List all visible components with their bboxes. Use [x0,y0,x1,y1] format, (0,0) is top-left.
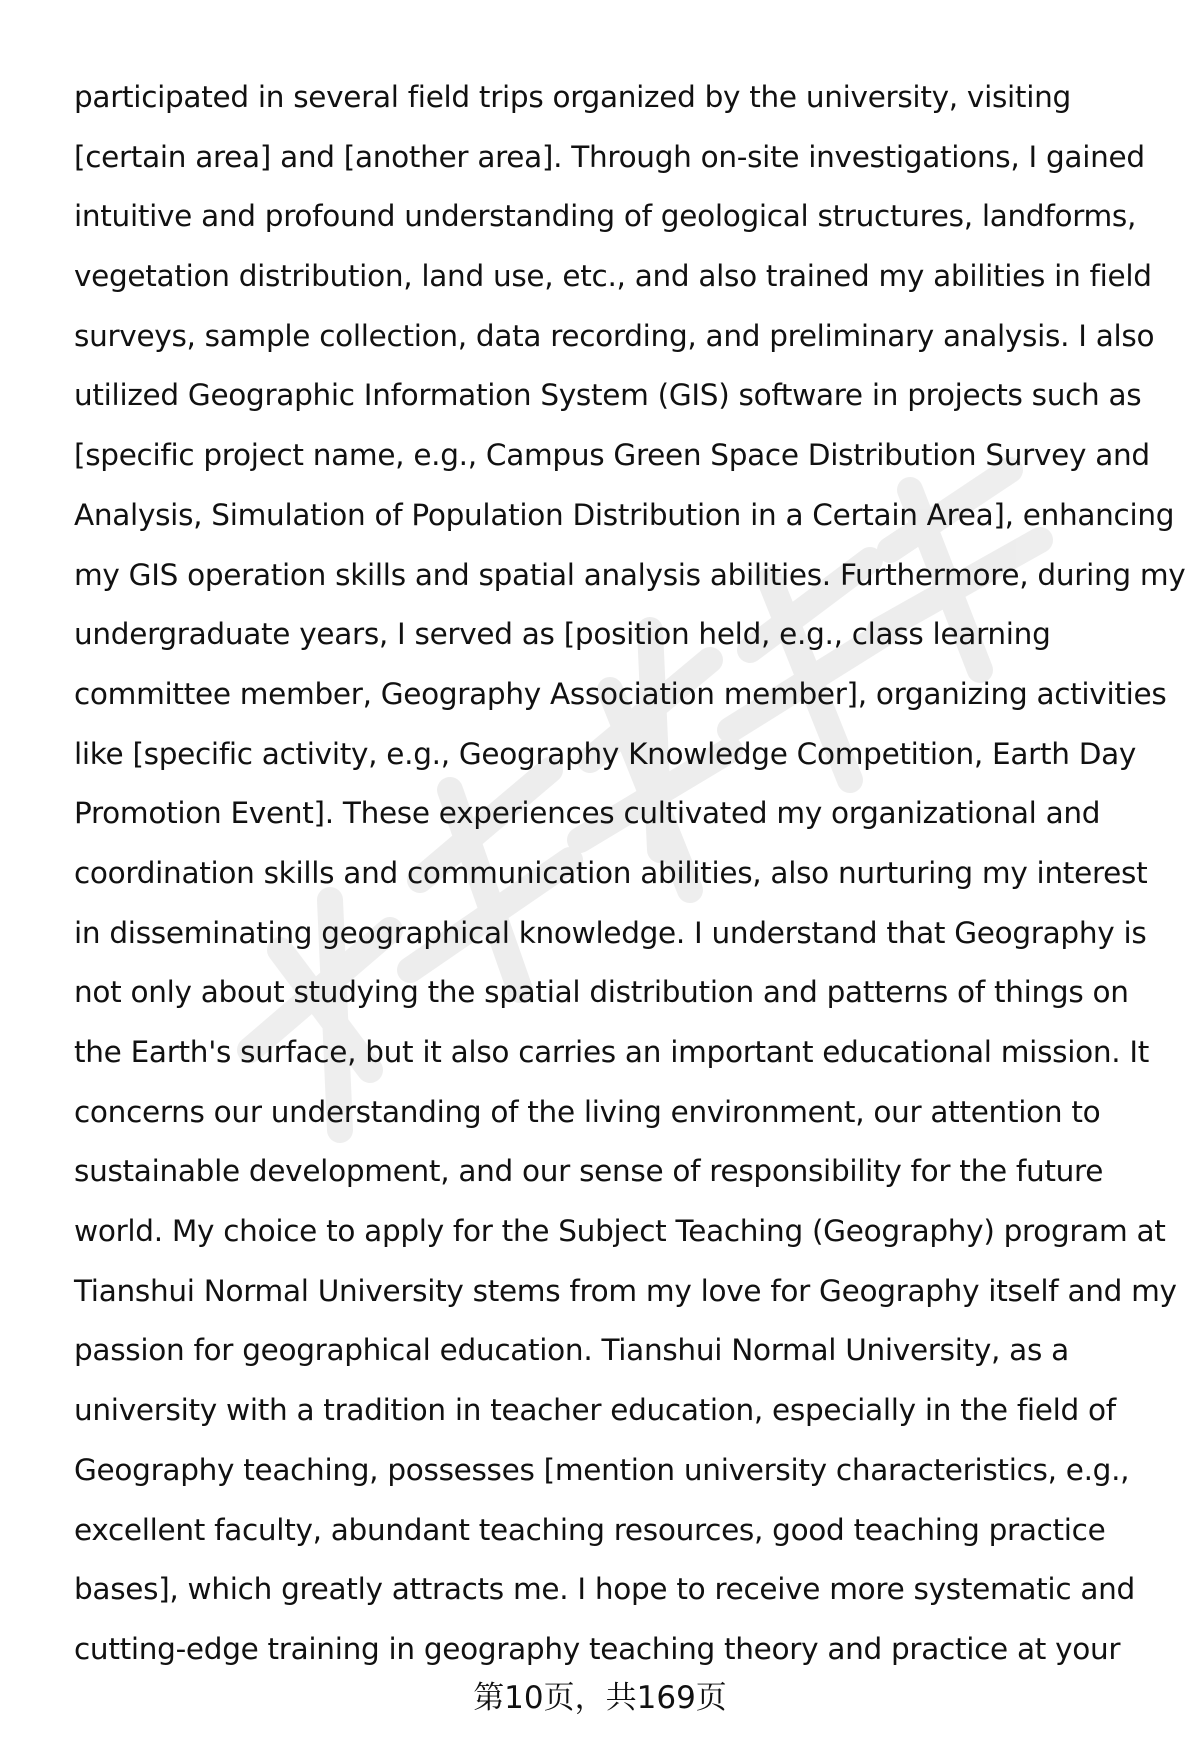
text-line: [specific project name, e.g., Campus Green Space Distribution Survey and [74,438,1150,473]
text-line: participated in several field trips organized by the university, visiting [74,80,1071,114]
text-line: committee member, Geography Association member], organizing activities [74,676,1167,711]
text-line: intuitive and profound understanding of geological structures, landforms, [74,199,1137,234]
text-line: Geography teaching, possesses [mention university characteristics, e.g., [74,1452,1130,1487]
text-line: the Earth's surface, but it also carries an important educational mission. It [74,1035,1150,1069]
text-line: university with a tradition in teacher education, especially in the field of [74,1393,1116,1428]
text-line: [certain area] and [another area]. Through on-site investigations, I gained [74,139,1145,174]
text-line: vegetation distribution, land use, etc., and also trained my abilities in field [74,259,1152,294]
text-line: in disseminating geographical knowledge. I understand that Geography is [74,915,1147,950]
text-line: my GIS operation skills and spatial analysis abilities. Furthermore, during my [74,557,1186,592]
document-body [74,68,1186,1680]
text-line: cutting-edge training in geography teaching theory and practice at your [74,1631,1121,1666]
text-line: coordination skills and communication abilities, also nurturing my interest [74,855,1148,890]
text-line: surveys, sample collection, data recording, and preliminary analysis. I also [74,318,1155,353]
text-line: Tianshui Normal University stems from my love for Geography itself and my [74,1273,1177,1308]
text-line: like [specific activity, e.g., Geography Knowledge Competition, Earth Day [74,736,1137,771]
text-line: world. My choice to apply for the Subject Teaching (Geography) program at [74,1214,1166,1249]
text-line: sustainable development, and our sense of responsibility for the future [74,1154,1104,1189]
text-line: utilized Geographic Information System (GIS) software in projects such as [74,378,1142,413]
text-line: bases], which greatly attracts me. I hope to receive more systematic and [74,1572,1135,1607]
text-line: Promotion Event]. These experiences cultivated my organizational and [74,796,1101,831]
text-line: not only about studying the spatial distribution and patterns of things on [74,975,1129,1010]
text-line: Analysis, Simulation of Population Distribution in a Certain Area], enhancing [74,497,1175,532]
text-line: undergraduate years, I served as [position held, e.g., class learning [74,617,1051,652]
text-line: passion for geographical education. Tianshui Normal University, as a [74,1333,1069,1368]
text-line: concerns our understanding of the living environment, our attention to [74,1094,1101,1129]
text-line: excellent faculty, abundant teaching resources, good teaching practice [74,1512,1106,1547]
page-number-footer: 第10页，共169页 [473,1680,727,1716]
